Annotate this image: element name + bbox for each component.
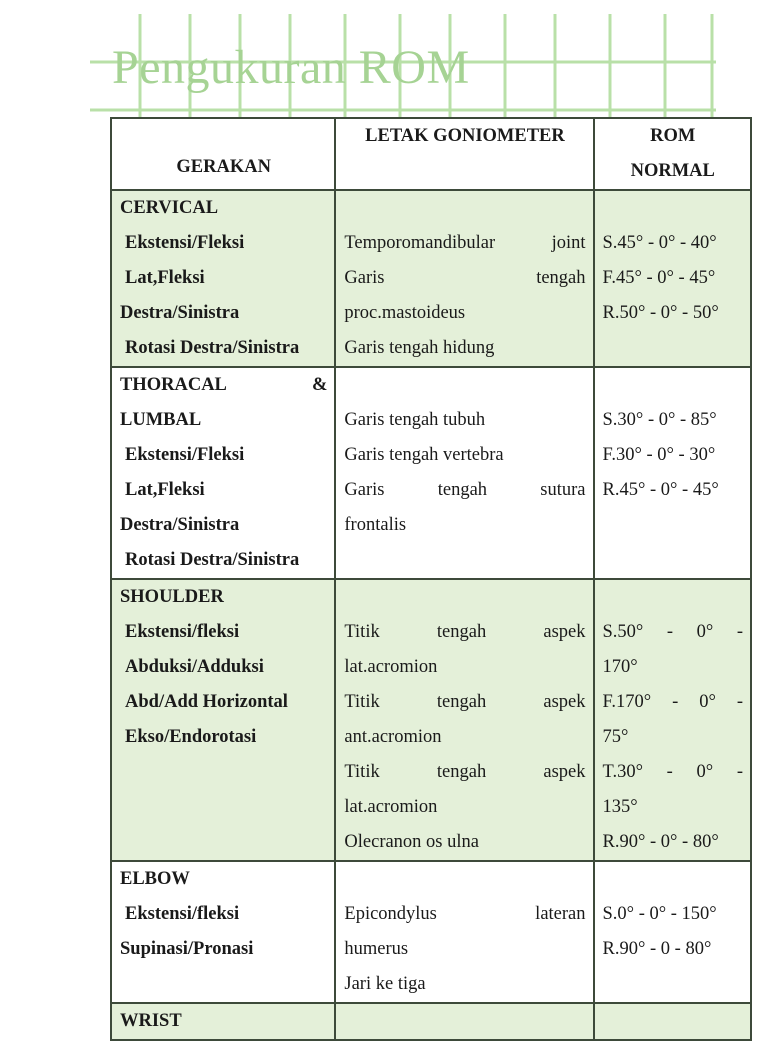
cell-gerakan: SHOULDER Ekstensi/fleksi Abduksi/Adduksi Abd/Add Horizontal Ekso/Endorotasi	[111, 579, 335, 861]
group-label: WRIST	[120, 1011, 182, 1031]
cell-gerakan: ELBOW Ekstensi/fleksi Supinasi/Pronasi	[111, 861, 335, 1003]
table-row-cervical	[111, 190, 751, 367]
table-row-elbow	[111, 861, 751, 1003]
group-label: SHOULDER	[120, 587, 224, 607]
group-label: THORACAL &	[120, 375, 328, 395]
table-row-thoracal	[111, 367, 751, 579]
cell-letak: Epicondylus lateran humerus Jari ke tiga	[335, 861, 593, 1003]
cell-letak: Titik tengah aspek lat.acromion Titik tengah aspek ant.acromion Titik tengah aspek lat.acromion Olecranon os ulna	[335, 579, 593, 861]
page-title: Pengukuran ROM	[112, 41, 470, 94]
header-letak-goniometer: LETAK GONIOMETER	[335, 118, 593, 190]
table-row-shoulder	[111, 579, 751, 861]
cell-letak: Temporomandibular joint Garis tengah proc.mastoideus Garis tengah hidung	[335, 190, 593, 367]
table-row-wrist	[111, 1003, 751, 1040]
cell-gerakan: CERVICAL Ekstensi/Fleksi Lat,Fleksi Destra/Sinistra Rotasi Destra/Sinistra	[111, 190, 335, 367]
cell-gerakan: THORACAL & LUMBAL Ekstensi/Fleksi Lat,Fleksi Destra/Sinistra Rotasi Destra/Sinistra	[111, 367, 335, 579]
table-header-row	[111, 118, 751, 190]
cell-rom: S.0° - 0° - 150° R.90° - 0 - 80°	[594, 861, 751, 1003]
cell-rom: S.30° - 0° - 85° F.30° - 0° - 30° R.45° - 0° - 45°	[594, 367, 751, 579]
cell-rom: S.45° - 0° - 40° F.45° - 0° - 45° R.50° - 0° - 50°	[594, 190, 751, 367]
header-gerakan	[111, 118, 335, 190]
cell-rom: S.50° - 0° - 170° F.170° - 0° - 75° T.30° - 0° - 135° R.90° - 0° - 80°	[594, 579, 751, 861]
group-label: ELBOW	[120, 869, 190, 889]
cell-gerakan	[111, 1003, 335, 1040]
cell-letak: Garis tengah tubuh Garis tengah vertebra Garis tengah sutura frontalis	[335, 367, 593, 579]
cell-rom	[594, 1003, 751, 1040]
header-gerakan-text: GERAKAN	[176, 157, 271, 177]
rom-table	[110, 117, 752, 1041]
cell-letak	[335, 1003, 593, 1040]
group-label: CERVICAL	[120, 198, 219, 218]
header-rom-normal: ROM NORMAL	[594, 118, 751, 190]
